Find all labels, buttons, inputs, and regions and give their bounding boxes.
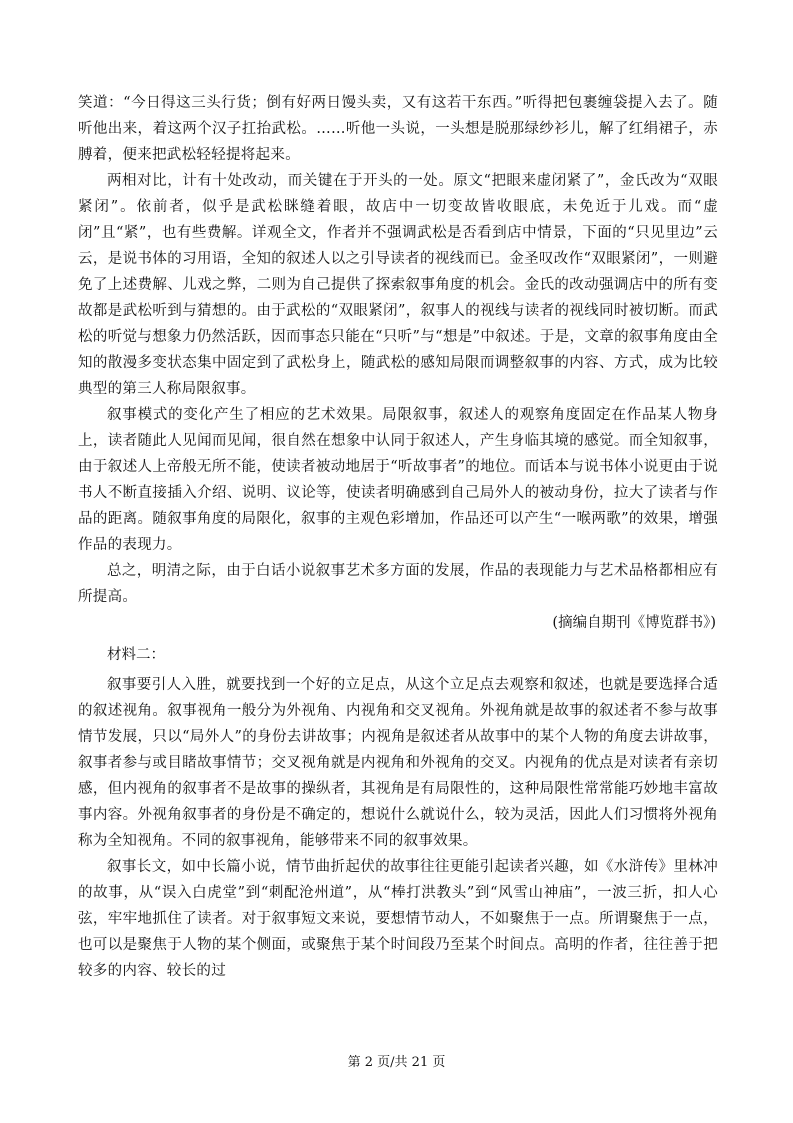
paragraph-long-narrative: 叙事长文，如中长篇小说，情节曲折起伏的故事往往更能引起读者兴趣，如《水浒传》里林冲的故事，从“误入白虎堂”到“刺配沧州道”，从“棒打洪教头”到“风雪山神庙”，一波三折，扣人心弦，牢牢地抓住了读者。对于叙事短文来说，要想情节动人，不如聚焦于一点。所谓聚焦于一点，也可以是聚焦于人物的某个侧面，或聚焦于某个时间段乃至某个时间点。高明的作者，往往善于把较多的内容、较长的过 (78, 859, 718, 979)
page-footer: 第 2 页/共 21 页 (347, 1055, 446, 1070)
paragraph-narrative-effect: 叙事模式的变化产生了相应的艺术效果。局限叙事，叙述人的观察角度固定在作品某人物身上，读者随此人见闻而见闻，很自然在想象中认同于叙述人，产生身临其境的感觉。而全知叙事，由于叙述人上帝般无所不能，使读者被动地居于“听故事者”的地位。而话本与说书体小说更由于说书人不断直接插入介绍、说明、议论等，使读者明确感到自己局外人的被动身份，拉大了读者与作品的距离。随叙事角度的局限化，叙事的主观色彩增加，作品还可以产生“一喉两歌”的效果，增强作品的表现力。 (78, 407, 718, 553)
paragraph-comparison: 两相对比，计有十处改动，而关键在于开头的一处。原文“把眼来虚闭紧了”，金氏改为“双眼紧闭”。依前者，似乎是武松眯缝着眼，故店中一切变故皆收眼底，未免近于儿戏。而“虚闭”且“紧”，也有些费解。详观全文，作者并不强调武松是否看到店中情景，下面的“只见里边”云云，是说书体的习用语，全知的叙述人以之引导读者的视线而已。金圣叹改作“双眼紧闭”，一则避免了上述费解、儿戏之弊，二则为自己提供了探索叙事角度的机会。金氏的改动强调店中的所有变故都是武松听到与猜想的。由于武松的“双眼紧闭”，叙事人的视线与读者的视线同时被切断。而武松的听觉与想象力仍然活跃，因而事态只能在“只听”与“想是”中叙述。于是，文章的叙事角度由全知的散漫多变状态集中固定到了武松身上，随武松的感知局限而调整叙事的内容、方式，成为比较典型的第三人称局限叙事。 (78, 173, 718, 397)
paragraph-continuation: 笑道：“今日得这三头行货；倒有好两日馒头卖，又有这若干东西。”听得把包裹缠袋提入去了。随听他出来，着这两个汉子扛抬武松。……听他一头说，一头想是脱那绿纱衫儿，解了红绢裙子，赤膊着，便来把武松轻轻提将起来。 (78, 95, 718, 163)
material-two-label: 材料二： (107, 647, 165, 663)
paragraph-narrative-perspective: 叙事要引人入胜，就要找到一个好的立足点，从这个立足点去观察和叙述，也就是要选择合适的叙述视角。叙事视角一般分为外视角、内视角和交叉视角。外视角就是故事的叙述者不参与故事情节发展，只以“局外人”的身份去讲故事；内视角是叙述者从故事中的某个人物的角度去讲故事，叙事者参与或目睹故事情节；交叉视角就是内视角和外视角的交叉。内视角的优点是对读者有亲切感，但内视角的叙事者不是故事的操纵者，其视角是有局限性的，这种局限性常常能巧妙地丰富故事内容。外视角叙事者的身份是不确定的，想说什么就说什么，较为灵活，因此人们习惯将外视角称为全知视角。不同的叙事视角，能够带来不同的叙事效果。 (78, 677, 718, 849)
source-note: (摘编自期刊《博览群书》) (552, 615, 716, 631)
paragraph-conclusion: 总之，明清之际，由于白话小说叙事艺术多方面的发展，作品的表现能力与艺术品格都相应有所提高。 (78, 563, 718, 605)
document-body (78, 90, 718, 984)
